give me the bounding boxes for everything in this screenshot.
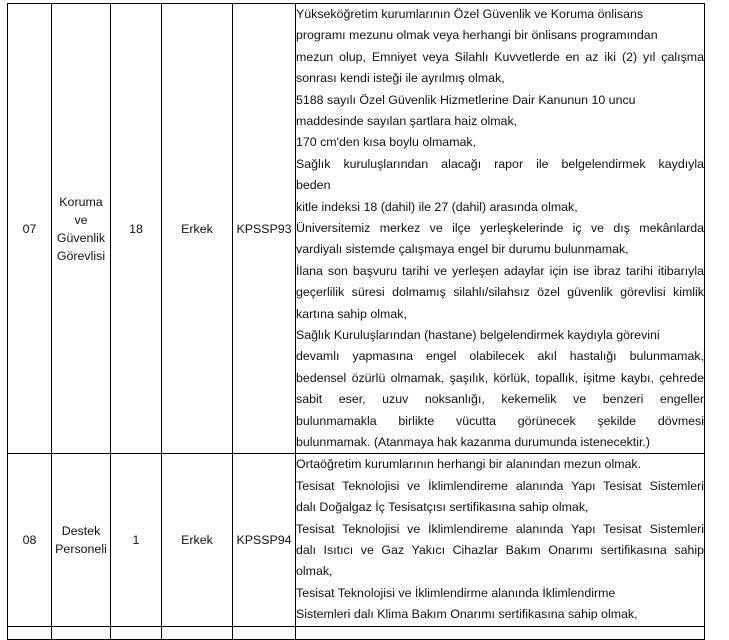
requirement-line: programı mezunu olmak veya herhangi bir önlisans programından [296,28,658,43]
title-line: Görevlisi [56,248,106,263]
requirement-line: mezun olup, Emniyet veya Silahlı Kuvvetlerde en az iki (2) yıl çalışma [296,49,704,64]
position-number: 07 [8,4,52,454]
table-row [8,4,705,454]
position-code: KPSSP94 [233,454,296,626]
requirement-line: maddesinde sayılan şartlara haiz olmak, [296,114,518,129]
position-title [52,454,111,626]
position-number: 08 [8,454,52,626]
title-line: Personeli [55,541,107,556]
requirement-line: sonrası kendi isteği ile ayrılmış olmak, [296,71,505,86]
title-line: Destek [61,523,101,538]
requirement-line: olmak, [296,564,333,579]
job-positions-table [7,3,705,640]
requirement-line: kartına sahip olmak, [296,306,407,321]
position-requirements [296,4,705,454]
requirement-line: dalı Isıtıcı ve Gaz Yakıcı Cihazlar Bakım Onarımı sertifikasına sahip [296,542,704,557]
requirement-line: Sistemleri dalı Klima Bakım Onarımı sertifikasına sahip olmak, [296,607,638,622]
title-line: Koruma ve [59,194,103,227]
requirement-line: Ortaöğretim kurumlarının herhangi bir alanından mezun olmak. [296,457,642,472]
requirement-line: beden [296,178,331,193]
requirement-line: devamlı yapmasına engel olabilecek akıl hastalığı bulunmamak, [296,349,704,364]
requirement-line: Tesisat Teknolojisi ve İklimlendireme alanında Yapı Tesisat Sistemleri [296,521,704,536]
requirement-line: 170 cm'den kısa boylu olmamak, [296,135,477,150]
requirement-line: 5188 sayılı Özel Güvenlik Hizmetlerine Dair Kanunun 10 uncu [296,92,636,107]
position-count: 18 [111,4,162,454]
requirement-line: bulunmamak. (Atanmaya hak kazanma durumunda istenecektir.) [296,434,650,449]
requirement-line: Sağlık Kuruluşlarından (hastane) belgelendirmek kaydıyla görevini [296,328,660,343]
requirement-line: Tesisat Teknolojisi ve İklimlendirme alanında İklimlendirme [296,585,616,600]
requirement-line: Tesisat Teknolojisi ve İklimlendireme alanında Yapı Tesisat Sistemleri [296,478,704,493]
table-row [8,454,705,626]
requirement-line: İlana son başvuru tarihi ve yerleşen adaylar için ise ibraz tarihi itibarıyla [296,263,704,278]
position-gender: Erkek [162,454,233,626]
table-row-partial [8,626,705,639]
requirement-line: bedensel özürlü olmamak, şaşılık, körlük, topallık, işitme kaybı, çehrede [296,370,704,385]
position-requirements [296,454,705,626]
requirement-line: sabit eser, uzuv noksanlığı, kekemelik ve benzeri engeller [296,392,704,407]
requirement-line: Sağlık kuruluşlarından alacağı rapor ile belgelendirmek kaydıyla [296,156,704,171]
position-title [52,4,111,454]
requirement-line: Üniversitemiz merkez ve ilçe yerleşkelerinde iç ve dış mekânlarda [296,221,704,236]
requirement-line: geçerlilik süresi dolmamış silahlı/silahsız özel güvenlik görevlisi kimlik [296,285,704,300]
requirement-line: bulunmamakla birlikte vücutta görünecek şekilde dövmesi [296,413,704,428]
requirement-line: dalı Doğalgaz İç Tesisatçısı sertifikasına sahip olmak, [296,500,589,515]
position-code: KPSSP93 [233,4,296,454]
position-count: 1 [111,454,162,626]
requirement-line: vardiyalı sistemde çalışmaya engel bir durumu bulunmamak, [296,242,629,257]
title-line: Güvenlik [56,230,106,245]
position-gender: Erkek [162,4,233,454]
requirement-line: kitle indeksi 18 (dahil) ile 27 (dahil) arasında olmak, [296,199,578,214]
requirement-line: Yükseköğretim kurumlarının Özel Güvenlik ve Koruma önlisans [296,7,644,21]
